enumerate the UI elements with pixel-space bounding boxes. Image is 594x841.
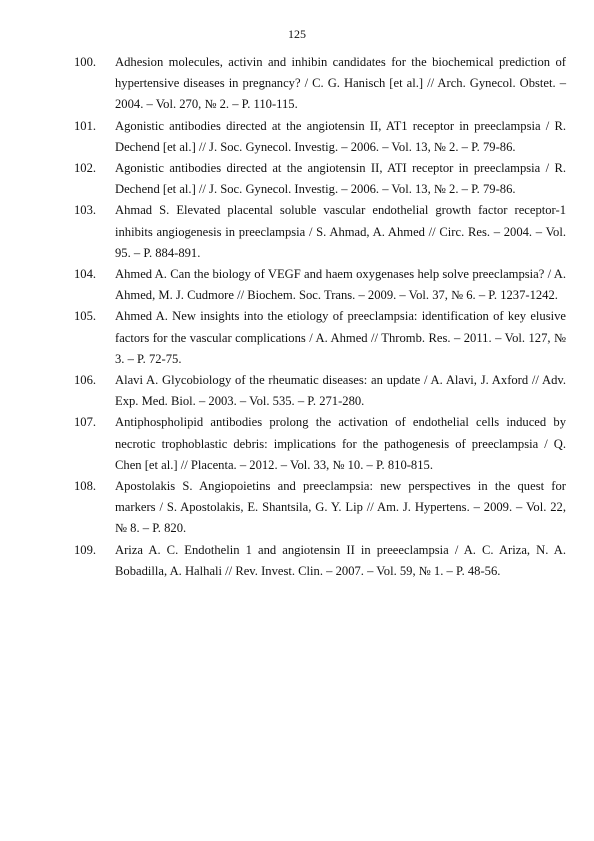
reference-number: 107. [74,415,97,430]
reference-number: 103. [74,203,97,218]
reference-item-102 [74,158,566,200]
reference-item-106 [74,370,566,412]
reference-text: Apostolakis S. Angiopoietins and preeclampsia: new perspectives in the quest for markers / S. Apostolakis, E. Shantsila, G. Y. Lip // Am. J. Hypertens. – 2009. – Vol. 22, № 8. – P. 820. [115,479,566,536]
reference-number: 109. [74,542,97,557]
reference-text: Ahmad S. Elevated placental soluble vascular endothelial growth factor receptor-1 inhibits angiogenesis in preeclampsia / S. Ahmad, A. Ahmed // Circ. Res. – 2004. – Vol. 95. – P. 884-891. [115,203,566,260]
reference-text: Alavi A. Glycobiology of the rheumatic diseases: an update / A. Alavi, J. Axford // Adv. Exp. Med. Biol. – 2003. – Vol. 535. – P. 271-280. [115,373,566,409]
reference-item-103 [74,200,566,264]
reference-item-105 [74,306,566,370]
reference-item-104 [74,264,566,306]
reference-number: 106. [74,373,97,388]
reference-text: Antiphospholipid antibodies prolong the activation of endothelial cells induced by necrotic trophoblastic debris: implications for the pathogenesis of preeclampsia / Q. Chen [et al.] // Placenta. – 2012. – Vol. 33, № 10. – P. 810-815. [115,415,566,472]
reference-number: 104. [74,267,97,282]
reference-item-108 [74,476,566,540]
reference-text: Ahmed A. New insights into the etiology of preeclampsia: identification of key elusive factors for the vascular complications / A. Ahmed // Thromb. Res. – 2011. – Vol. 127, № 3. – P. 72-75. [115,309,566,366]
reference-number: 101. [74,118,97,133]
reference-item-101 [74,116,566,158]
reference-text: Agonistic antibodies directed at the angiotensin II, ATI receptor in preeclampsia / R. Dechend [et al.] // J. Soc. Gynecol. Investig. – 2006. – Vol. 13, № 2. – P. 79-86. [115,161,566,197]
reference-text: Ahmed A. Can the biology of VEGF and haem oxygenases help solve preeclampsia? / A. Ahmed, M. J. Cudmore // Biochem. Soc. Trans. – 2009. – Vol. 37, № 6. – P. 1237-1242. [115,267,566,303]
reference-item-107 [74,412,566,476]
reference-text: Adhesion molecules, activin and inhibin candidates for the biochemical prediction of hypertensive diseases in pregnancy? / C. G. Hanisch [et al.] // Arch. Gynecol. Obstet. – 2004. – Vol. 270, № 2. – P. 110-115. [115,55,566,112]
reference-text: Ariza A. C. Endothelin 1 and angiotensin II in preeeclampsia / A. C. Ariza, N. A. Bobadilla, A. Halhali // Rev. Invest. Clin. – 2007. – Vol. 59, № 1. – P. 48-56. [115,542,566,578]
reference-item-109 [74,540,566,582]
reference-list [74,52,566,582]
reference-number: 105. [74,309,97,324]
reference-text: Agonistic antibodies directed at the angiotensin II, AT1 receptor in preeclampsia / R. Dechend [et al.] // J. Soc. Gynecol. Investig. – 2006. – Vol. 13, № 2. – P. 79-86. [115,118,566,154]
reference-item-100 [74,52,566,116]
reference-number: 100. [74,55,97,69]
reference-number: 108. [74,479,97,494]
reference-number: 102. [74,161,97,176]
page-number: 125 [288,27,306,41]
